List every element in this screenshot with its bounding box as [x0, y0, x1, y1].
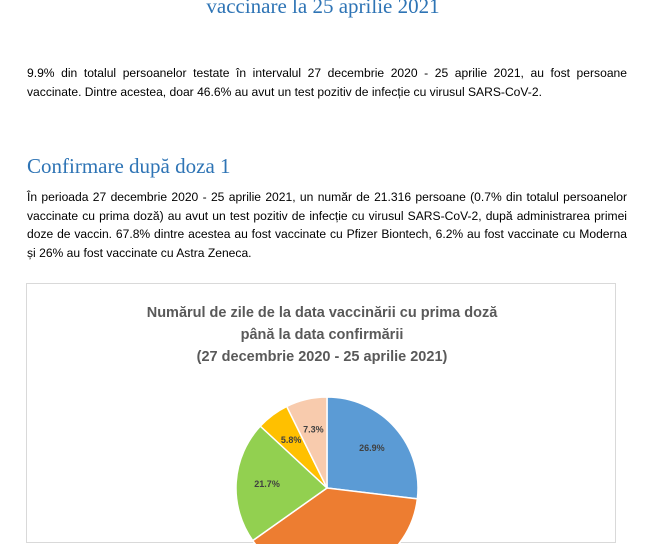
chart-area	[26, 283, 616, 543]
pie-chart	[27, 284, 617, 544]
pie-slice-label-2: 21.7%	[254, 479, 280, 490]
pie-slice-label-3: 5.8%	[280, 434, 302, 445]
section-heading: Confirmare după doza 1	[27, 154, 231, 178]
chart-title-line-1: Numărul de zile de la data vaccinării cu prima doză	[146, 305, 498, 321]
intro-paragraph: 9.9% din totalul persoanelor testate în intervalul 27 decembrie 2020 - 25 aprilie 2021, au fost persoane vaccinate. Dintre acestea, doar 46.6% au avut un test pozitiv de infecție cu virusul SARS-CoV-2.	[27, 66, 627, 99]
chart-title-line-2: până la data confirmării	[240, 327, 404, 343]
section-paragraph: În perioada 27 decembrie 2020 - 25 aprilie 2021, un număr de 21.316 persoane (0.7% din totalul persoanelor vaccinate cu prima doză) au avut un test pozitiv de infecție cu virusul SARS-CoV-2, după administrarea primei doze de vaccin. 67.8% dintre acestea au fost vaccinate cu Pfizer Biontech, 6.2% au fost vaccinate cu Moderna și 26% au fost vaccinate cu Astra Zeneca.	[27, 190, 627, 260]
chart-title-line-3: (27 decembrie 2020 - 25 aprilie 2021)	[196, 349, 448, 365]
pie-slice-label-4: 7.3%	[303, 424, 324, 435]
pie-slice-label-0: 26.9%	[359, 443, 385, 454]
document-title: vaccinare la 25 aprilie 2021	[206, 0, 440, 18]
